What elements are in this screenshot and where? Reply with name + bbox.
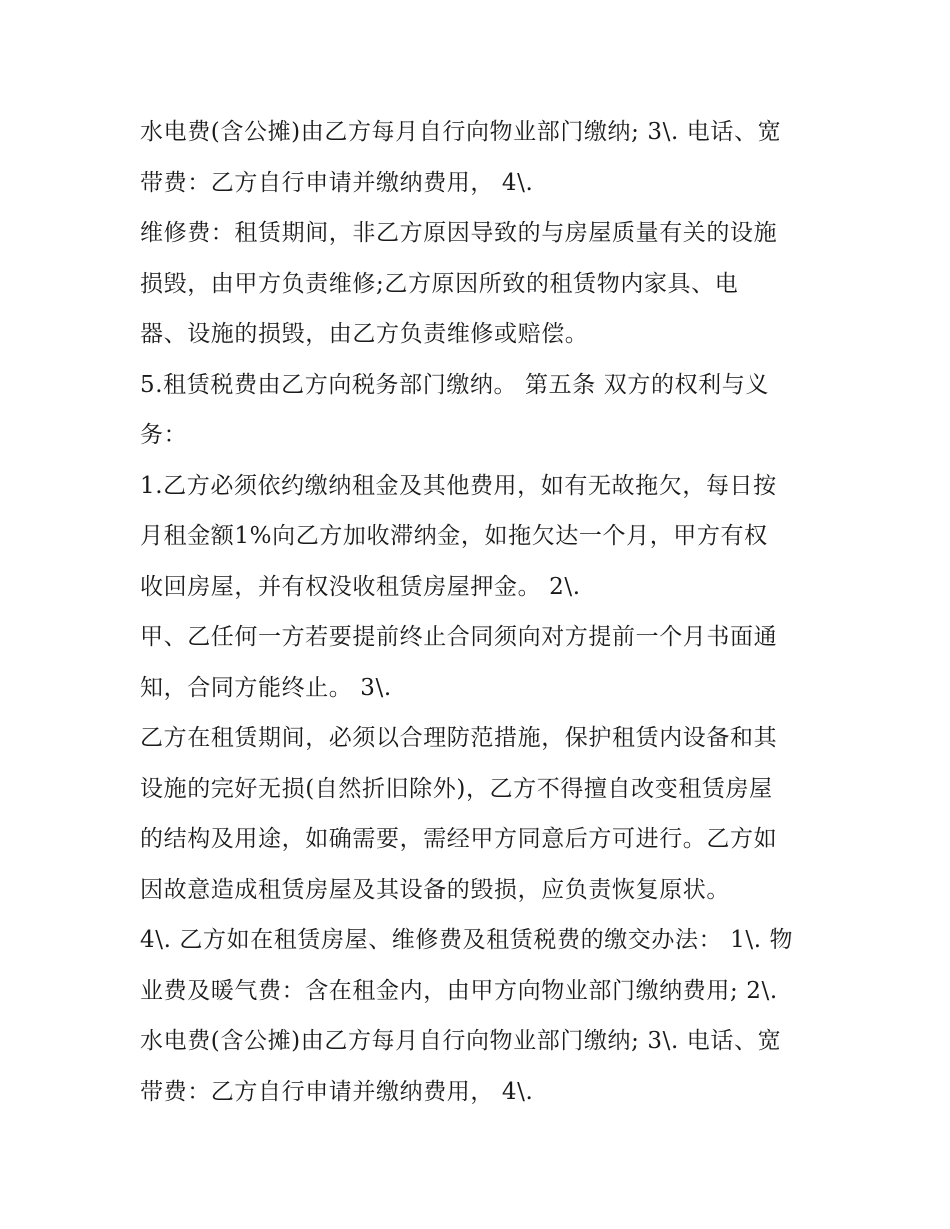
text-line: 乙方在租赁期间，必须以合理防范措施，保护租赁内设备和其 (140, 725, 778, 751)
text-line: 甲、乙任何一方若要提前终止合同须向对方提前一个月书面通 (140, 624, 778, 650)
text-line: 业费及暖气费：含在租金内，由甲方向物业部门缴纳费用; 2\. (140, 977, 778, 1004)
text-line: 水电费(含公摊)由乙方每月自行向物业部门缴纳; 3\. 电话、宽 (140, 1028, 782, 1054)
text-line: 因故意造成租赁房屋及其设备的毁损，应负责恢复原状。 (140, 876, 730, 903)
text-line: 收回房屋，并有权没收租赁房屋押金。 2\. (140, 573, 581, 600)
text-line: 4\. 乙方如在租赁房屋、维修费及租赁税费的缴交办法： 1\. 物 (140, 927, 794, 953)
text-line: 5.租赁税费由乙方向税务部门缴纳。 第五条 双方的权利与义 (140, 371, 769, 398)
text-line: 损毁，由甲方负责维修;乙方原因所致的租赁物内家具、电 (140, 270, 739, 297)
contract-text (140, 107, 820, 1117)
text-line: 月租金额1%向乙方加收滞纳金，如拖欠达一个月，甲方有权 (140, 523, 768, 549)
text-line: 的结构及用途，如确需要，需经甲方同意后方可进行。乙方如 (140, 826, 778, 852)
text-line: 水电费(含公摊)由乙方每月自行向物业部门缴纳; 3\. 电话、宽 (140, 119, 782, 145)
text-line: 知，合同方能终止。 3\. (140, 674, 392, 701)
text-line: 带费：乙方自行申请并缴纳费用， 4\. (140, 1078, 534, 1105)
text-line: 设施的完好无损(自然折旧除外)，乙方不得擅自改变租赁房屋 (140, 775, 773, 802)
text-line: 器、设施的损毁，由乙方负责维修或赔偿。 (140, 321, 589, 347)
text-line: 维修费：租赁期间，非乙方原因导致的与房屋质量有关的设施 (140, 220, 778, 246)
text-line: 1.乙方必须依约缴纳租金及其他费用，如有无故拖欠，每日按 (140, 472, 777, 499)
text-line: 带费：乙方自行申请并缴纳费用， 4\. (140, 169, 534, 196)
text-line: 务： (140, 422, 188, 448)
